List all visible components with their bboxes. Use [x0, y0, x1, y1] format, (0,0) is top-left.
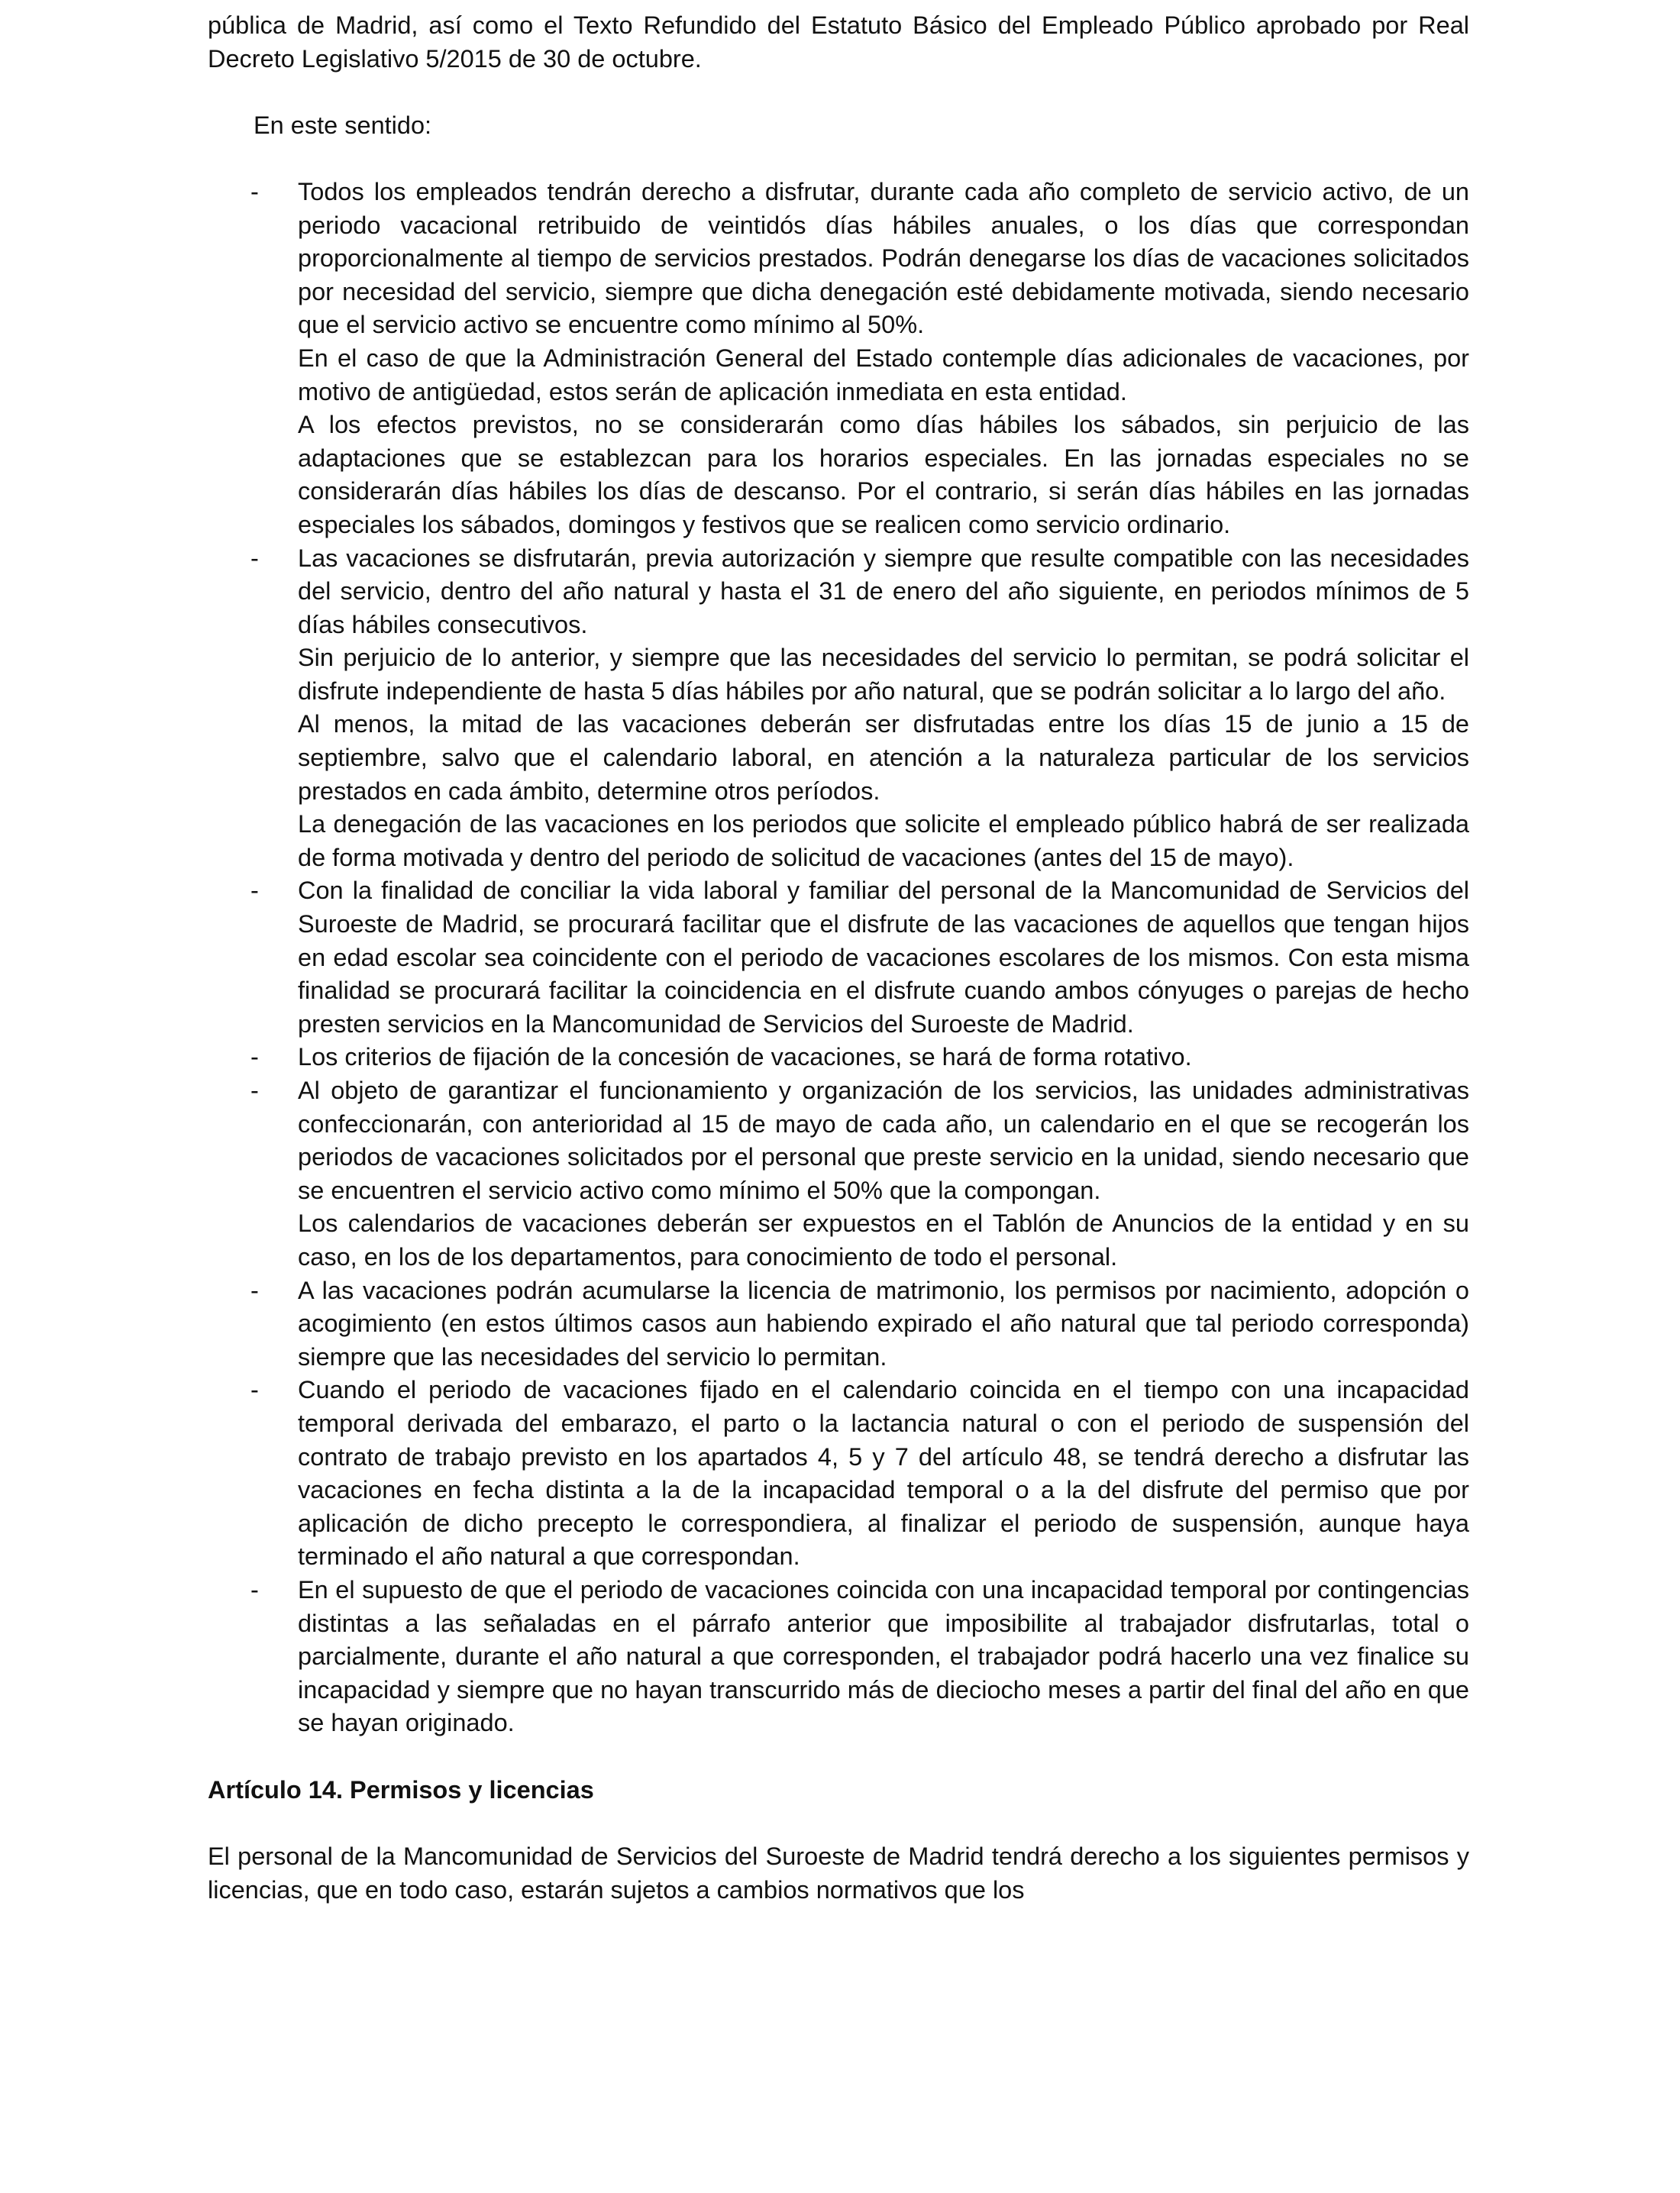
list-paragraph: En el supuesto de que el periodo de vacaciones coincida con una incapacidad temporal por contingencias distintas a las señaladas en el párrafo anterior que imposibilite al trabajador disfrutarlas, total o parcialmente, durante el año natural a que corresponden, el trabajador podrá hacerlo una vez finalice su incapacidad y siempre que no hayan transcurrido más de dieciocho meses a partir del final del año en que se hayan originado.: [298, 1575, 1469, 1737]
list-item: [208, 1374, 1469, 1574]
dash-marker: -: [250, 1043, 259, 1071]
list-paragraph: Al menos, la mitad de las vacaciones deberán ser disfrutadas entre los días 15 de junio a 15 de septiembre, salvo que el calendario laboral, en atención a la naturaleza particular de los servicios prestados en cada ámbito, determine otros períodos.: [298, 710, 1469, 805]
lead-text: En este sentido:: [254, 111, 432, 139]
vacation-rules-list: [208, 176, 1469, 1740]
list-item: [208, 874, 1469, 1041]
dash-marker: -: [250, 1376, 259, 1404]
list-item: [208, 542, 1469, 875]
list-paragraph: Los calendarios de vacaciones deberán ser expuestos en el Tablón de Anuncios de la entidad y en su caso, en los de los departamentos, para conocimiento de todo el personal.: [298, 1210, 1469, 1271]
list-paragraph: Al objeto de garantizar el funcionamiento y organización de los servicios, las unidades administrativas confeccionarán, con anterioridad al 15 de mayo de cada año, un calendario en el que se recogerán los periodos de vacaciones solicitados por el personal que preste servicio en la unidad, siendo necesario que se encuentren el servicio activo como mínimo el 50% que la compongan.: [298, 1077, 1469, 1204]
list-paragraph: Todos los empleados tendrán derecho a disfrutar, durante cada año completo de servicio activo, de un periodo vacacional retribuido de veintidós días hábiles anuales, o los días que correspondan proporcionalmente al tiempo de servicios prestados. Podrán denegarse los días de vacaciones solicitados por necesidad del servicio, siempre que dicha denegación esté debidamente motivada, siendo necesario que el servicio activo se encuentre como mínimo al 50%.: [298, 177, 1469, 339]
section-heading: Artículo 14. Permisos y licencias: [208, 1775, 594, 1804]
list-paragraph: La denegación de las vacaciones en los periodos que solicite el empleado público habrá de ser realizada de forma motivada y dentro del periodo de solicitud de vacaciones (antes del 15 de mayo).: [298, 810, 1469, 871]
document-page: [208, 9, 1469, 1907]
dash-marker: -: [250, 1575, 259, 1604]
closing-paragraph: El personal de la Mancomunidad de Servicios del Suroeste de Madrid tendrá derecho a los siguientes permisos y licencias, que en todo caso, estarán sujetos a cambios normativos que los: [208, 1843, 1469, 1904]
list-item: [208, 1274, 1469, 1374]
dash-marker: -: [250, 877, 259, 905]
intro-paragraph: pública de Madrid, así como el Texto Refundido del Estatuto Básico del Empleado Público aprobado por Real Decreto Legislativo 5/2015 de 30 de octubre.: [208, 11, 1469, 73]
list-item: [208, 1074, 1469, 1274]
list-paragraph: Sin perjuicio de lo anterior, y siempre que las necesidades del servicio lo permitan, se podrá solicitar el disfrute independiente de hasta 5 días hábiles por año natural, que se podrán solicitar a lo largo del año.: [298, 644, 1469, 705]
list-paragraph: En el caso de que la Administración General del Estado contemple días adicionales de vacaciones, por motivo de antigüedad, estos serán de aplicación inmediata en esta entidad.: [298, 344, 1469, 405]
list-paragraph: Las vacaciones se disfrutarán, previa autorización y siempre que resulte compatible con las necesidades del servicio, dentro del año natural y hasta el 31 de enero del año siguiente, en periodos mínimos de 5 días hábiles consecutivos.: [298, 544, 1469, 638]
list-paragraph: A las vacaciones podrán acumularse la licencia de matrimonio, los permisos por nacimiento, adopción o acogimiento (en estos últimos casos aun habiendo expirado el año natural que tal periodo corresponda) siempre que las necesidades del servicio lo permitan.: [298, 1276, 1469, 1371]
list-item: [208, 176, 1469, 542]
list-paragraph: Cuando el periodo de vacaciones fijado en el calendario coincida en el tiempo con una incapacidad temporal derivada del embarazo, el parto o la lactancia natural o con el periodo de suspensión del contrato de trabajo previsto en los apartados 4, 5 y 7 del artículo 48, se tendrá derecho a disfrutar las vacaciones en fecha distinta a la de la incapacidad temporal o a la del disfrute del permiso que por aplicación de dicho precepto le correspondiera, al finalizar el periodo de suspensión, aunque haya terminado el año natural a que correspondan.: [298, 1376, 1469, 1571]
dash-marker: -: [250, 544, 259, 572]
list-paragraph: Los criterios de fijación de la concesión de vacaciones, se hará de forma rotativo.: [298, 1043, 1192, 1071]
dash-marker: -: [250, 1276, 259, 1304]
list-paragraph: A los efectos previstos, no se considerarán como días hábiles los sábados, sin perjuicio de las adaptaciones que se establezcan para los horarios especiales. En las jornadas especiales no se considerarán días hábiles los días de descanso. Por el contrario, si serán días hábiles en las jornadas especiales los sábados, domingos y festivos que se realicen como servicio ordinario.: [298, 411, 1469, 538]
list-item: [208, 1574, 1469, 1740]
list-item: [208, 1041, 1469, 1074]
list-paragraph: Con la finalidad de conciliar la vida laboral y familiar del personal de la Mancomunidad de Servicios del Suroeste de Madrid, se procurará facilitar que el disfrute de las vacaciones de aquellos que tengan hijos en edad escolar sea coincidente con el periodo de vacaciones escolares de los mismos. Con esta misma finalidad se procurará facilitar la coincidencia en el disfrute cuando ambos cónyuges o parejas de hecho presten servicios en la Mancomunidad de Servicios del Suroeste de Madrid.: [298, 877, 1469, 1038]
dash-marker: -: [250, 177, 259, 205]
dash-marker: -: [250, 1077, 259, 1104]
